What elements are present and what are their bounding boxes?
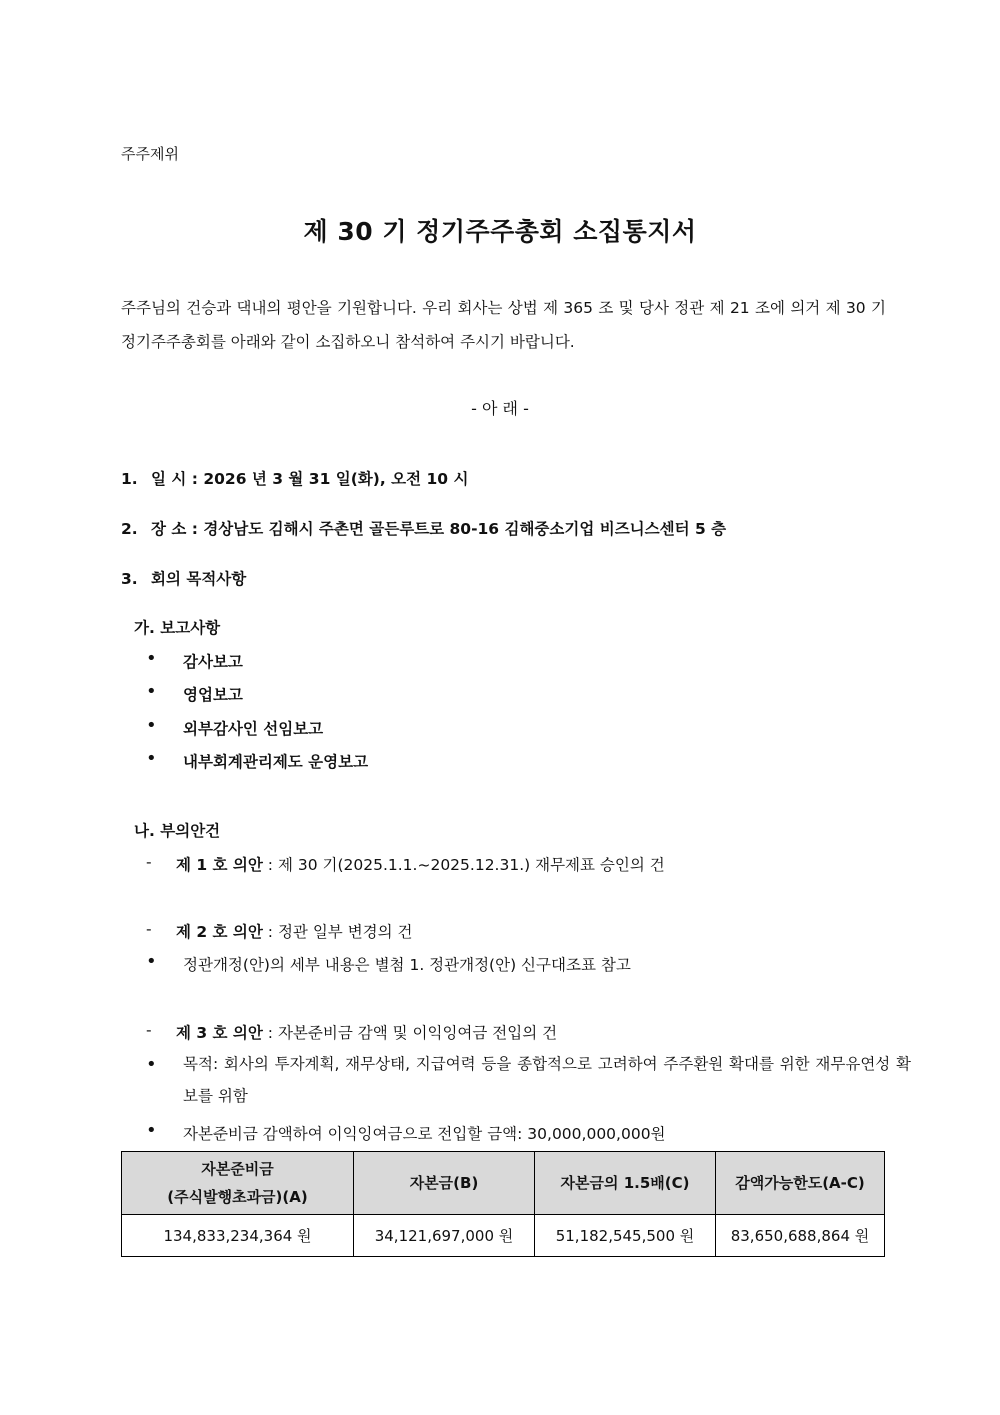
bullet-icon: • xyxy=(146,1120,157,1141)
agenda-text: : 제 30 기(2025.1.1.~2025.12.31.) 재무제표 승인의 건 xyxy=(262,856,665,874)
meeting-place xyxy=(121,517,726,539)
note-text: 정관개정(안)의 세부 내용은 별첨 1. 정관개정(안) 신구대조표 참고 xyxy=(183,956,631,974)
bullet-icon: • xyxy=(146,648,157,669)
item-number: 2. xyxy=(121,520,138,538)
bullet-icon: • xyxy=(146,1054,157,1075)
agenda-label: 제 2 호 의안 xyxy=(176,923,263,941)
table-header-row xyxy=(122,1152,885,1215)
table-header: 자본금(B) xyxy=(354,1152,535,1215)
section-divider-label: - 아 래 - xyxy=(471,399,529,418)
dash-icon: - xyxy=(146,920,152,938)
capital-reserve-table xyxy=(121,1151,885,1257)
bullet-icon: • xyxy=(146,681,157,702)
agenda-heading: 나. 부의안건 xyxy=(134,822,221,840)
agenda-label: 제 3 호 의안 xyxy=(176,1024,263,1042)
list-item-text: 영업보고 xyxy=(183,686,243,704)
table-cell: 83,650,688,864 원 xyxy=(716,1215,885,1257)
table-cell: 51,182,545,500 원 xyxy=(535,1215,716,1257)
amount-text: 자본준비금 감액하여 이익잉여금으로 전입할 금액: 30,000,000,000원 xyxy=(183,1125,666,1143)
agenda-label: 제 1 호 의안 xyxy=(176,856,263,874)
list-item-text: 외부감사인 선임보고 xyxy=(183,720,324,738)
table-cell: 34,121,697,000 원 xyxy=(354,1215,535,1257)
header-line: (주식발행초과금)(A) xyxy=(167,1188,308,1206)
table-header xyxy=(122,1152,354,1215)
item-text: 장 소 : 경상남도 김해시 주촌면 골든루트로 80-16 김해중소기업 비즈니스센터 5 층 xyxy=(151,520,727,538)
agenda-text: : 정관 일부 변경의 건 xyxy=(262,923,413,941)
meeting-date xyxy=(121,467,468,489)
bullet-icon: • xyxy=(146,951,157,972)
agenda-text: : 자본준비금 감액 및 이익잉여금 전입의 건 xyxy=(262,1024,558,1042)
item-number: 3. xyxy=(121,570,138,588)
salutation: 주주제위 xyxy=(121,145,179,163)
page-title: 제 30 기 정기주주총회 소집통지서 xyxy=(303,217,697,246)
dash-icon: - xyxy=(146,1021,152,1039)
meeting-agenda-heading xyxy=(121,567,246,589)
report-heading: 가. 보고사항 xyxy=(134,619,221,637)
intro-paragraph: 주주님의 건승과 댁내의 평안을 기원합니다. 우리 회사는 상법 제 365 조 및 당사 정관 제 21 조에 의거 제 30 기 정기주주총회를 아래와 같이 소집하오니 참석하여 주시기 바랍니다. xyxy=(121,299,886,351)
item-text: 일 시 : 2026 년 3 월 31 일(화), 오전 10 시 xyxy=(151,470,469,488)
list-item-text: 내부회계관리제도 운영보고 xyxy=(183,753,369,771)
bullet-icon: • xyxy=(146,748,157,769)
header-line: 자본준비금 xyxy=(201,1160,274,1178)
list-item-text: 감사보고 xyxy=(183,653,243,671)
item-number: 1. xyxy=(121,470,138,488)
item-text: 회의 목적사항 xyxy=(151,570,247,588)
table-header: 자본금의 1.5배(C) xyxy=(535,1152,716,1215)
table-row xyxy=(122,1215,885,1257)
purpose-text: 목적: 회사의 투자계획, 재무상태, 지급여력 등을 종합적으로 고려하여 주주환원 확대를 위한 재무유연성 확보를 위함 xyxy=(183,1055,911,1105)
bullet-icon: • xyxy=(146,715,157,736)
table-cell: 134,833,234,364 원 xyxy=(122,1215,354,1257)
dash-icon: - xyxy=(146,853,152,871)
table-header: 감액가능한도(A-C) xyxy=(716,1152,885,1215)
